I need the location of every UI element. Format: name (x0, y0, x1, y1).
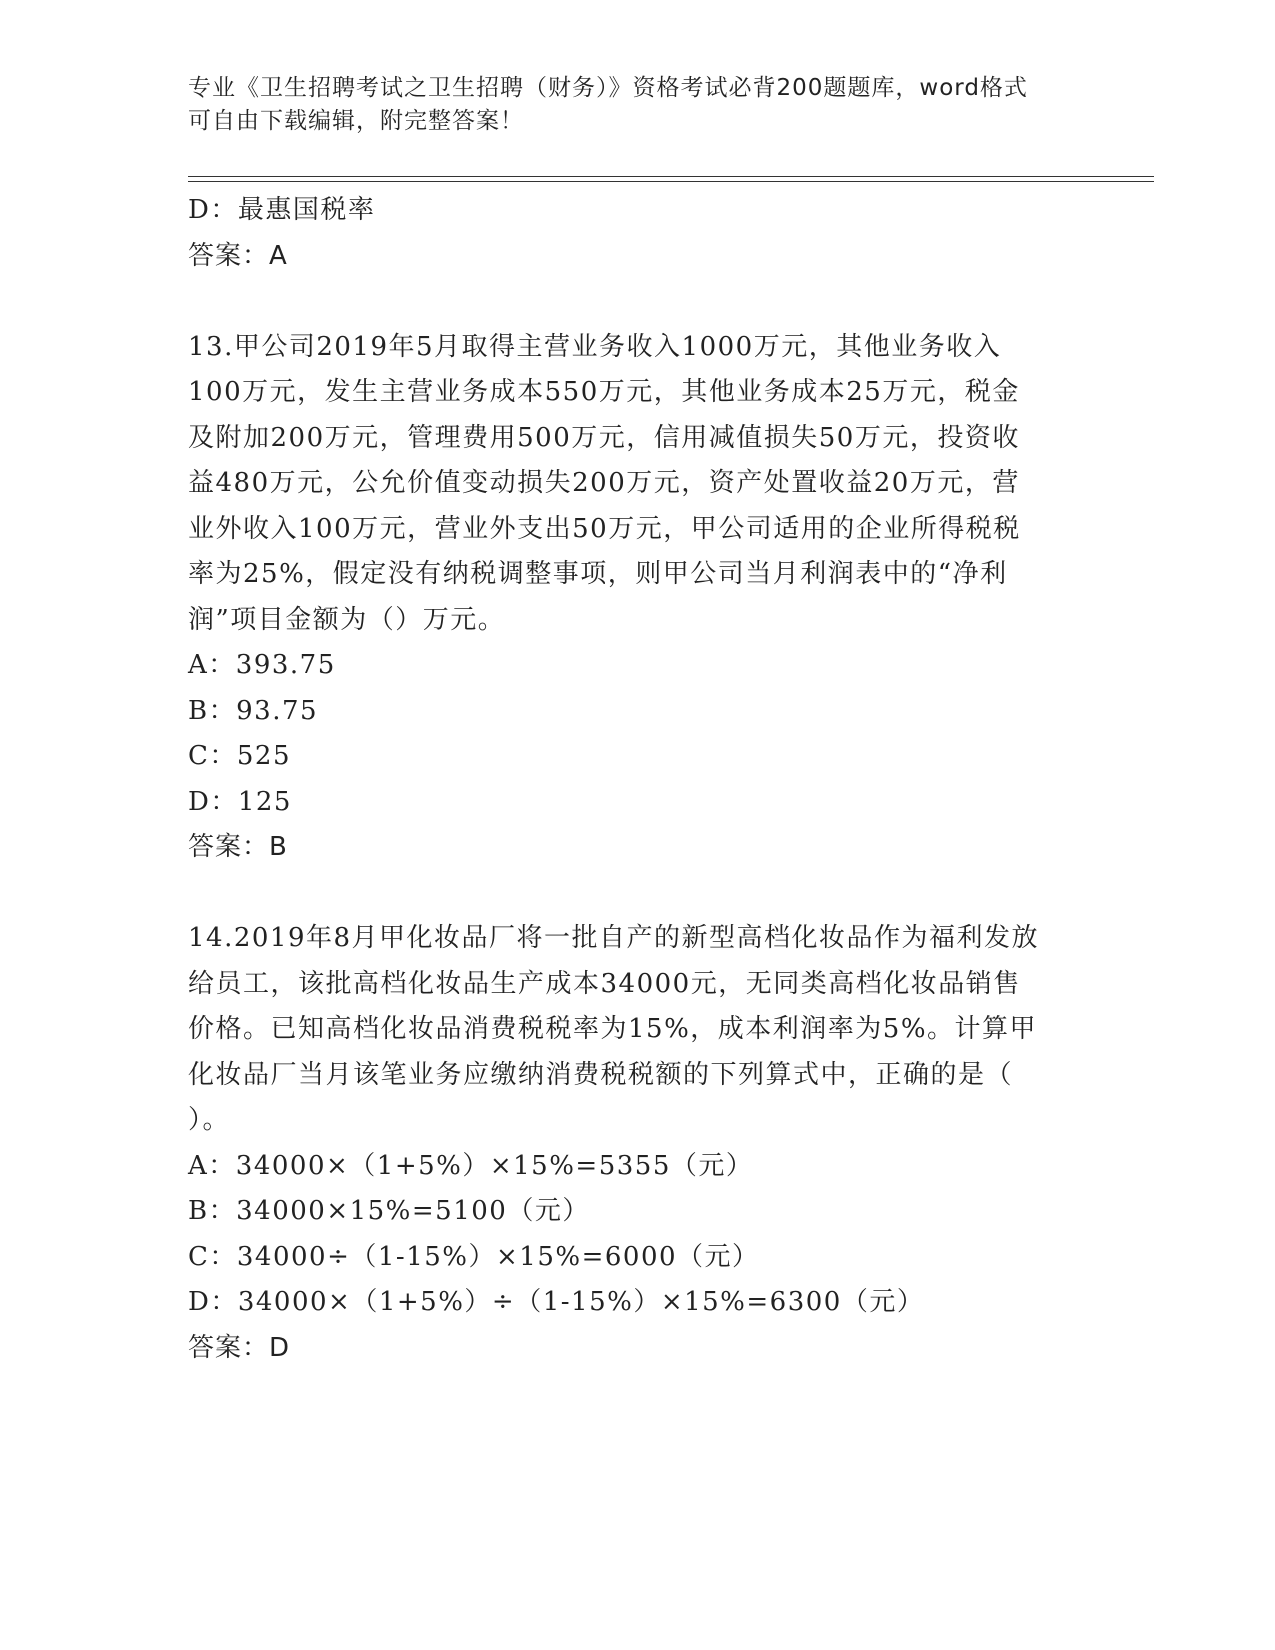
option-b: B：34000×15%=5100（元） (188, 1196, 590, 1226)
option-a: A：34000×（1+5%）×15%=5355（元） (188, 1150, 754, 1181)
question-text-line: 14.2019年8月甲化妆品厂将一批自产的新型高档化妆品作为福利发放 (188, 923, 1040, 953)
question-text-line: 给员工，该批高档化妆品生产成本34000元，无同类高档化妆品销售 (188, 968, 1021, 999)
answer-line: 答案：A (188, 240, 288, 271)
question-text-line: 100万元，发生主营业务成本550万元，其他业务成本25万元，税金 (188, 377, 1020, 407)
option-d: D：34000×（1+5%）÷（1-15%）×15%=6300（元） (188, 1287, 925, 1317)
header-title-line-1: 专业《卫生招聘考试之卫生招聘（财务）》资格考试必背200题题库，word格式 (188, 75, 1028, 101)
question-text-line: 率为25%，假定没有纳税调整事项，则甲公司当月利润表中的“净利 (188, 559, 1008, 589)
question-text-line: 化妆品厂当月该笔业务应缴纳消费税税额的下列算式中，正确的是（ (188, 1059, 1014, 1090)
answer-line: 答案：D (188, 1332, 291, 1363)
question-text-line: 益480万元，公允价值变动损失200万元，资产处置收益20万元，营 (188, 468, 1020, 498)
header-rule-top (188, 176, 1154, 177)
previous-question-tail (188, 188, 1088, 279)
option-b: B：93.75 (188, 695, 319, 726)
answer-line: 答案：B (188, 832, 288, 862)
option-d: D：125 (188, 786, 292, 817)
header-rule-bottom (188, 181, 1154, 182)
page-header (188, 72, 1068, 138)
question-text-line: 价格。已知高档化妆品消费税税率为15%，成本利润率为5%。计算甲 (188, 1014, 1038, 1044)
spacer (188, 871, 1088, 917)
question-text-line: 业外收入100万元，营业外支出50万元，甲公司适用的企业所得税税 (188, 513, 1021, 544)
option-c: C：525 (188, 741, 292, 771)
question-text-line: 13.甲公司2019年5月取得主营业务收入1000万元，其他业务收入 (188, 331, 1002, 362)
question-text-line: ）。 (188, 1105, 231, 1135)
header-title-line-2: 可自由下载编辑，附完整答案！ (188, 108, 524, 134)
question-text-line: 润”项目金额为（）万元。 (188, 604, 506, 635)
option-a: A：393.75 (188, 650, 336, 680)
question-13 (188, 325, 1088, 871)
spacer (188, 279, 1088, 325)
option-d: D：最惠国税率 (188, 195, 376, 225)
document-body (188, 188, 1088, 1371)
question-14 (188, 916, 1088, 1371)
question-text-line: 及附加200万元，管理费用500万元，信用减值损失50万元，投资收 (188, 422, 1020, 453)
option-c: C：34000÷（1-15%）×15%=6000（元） (188, 1241, 760, 1272)
